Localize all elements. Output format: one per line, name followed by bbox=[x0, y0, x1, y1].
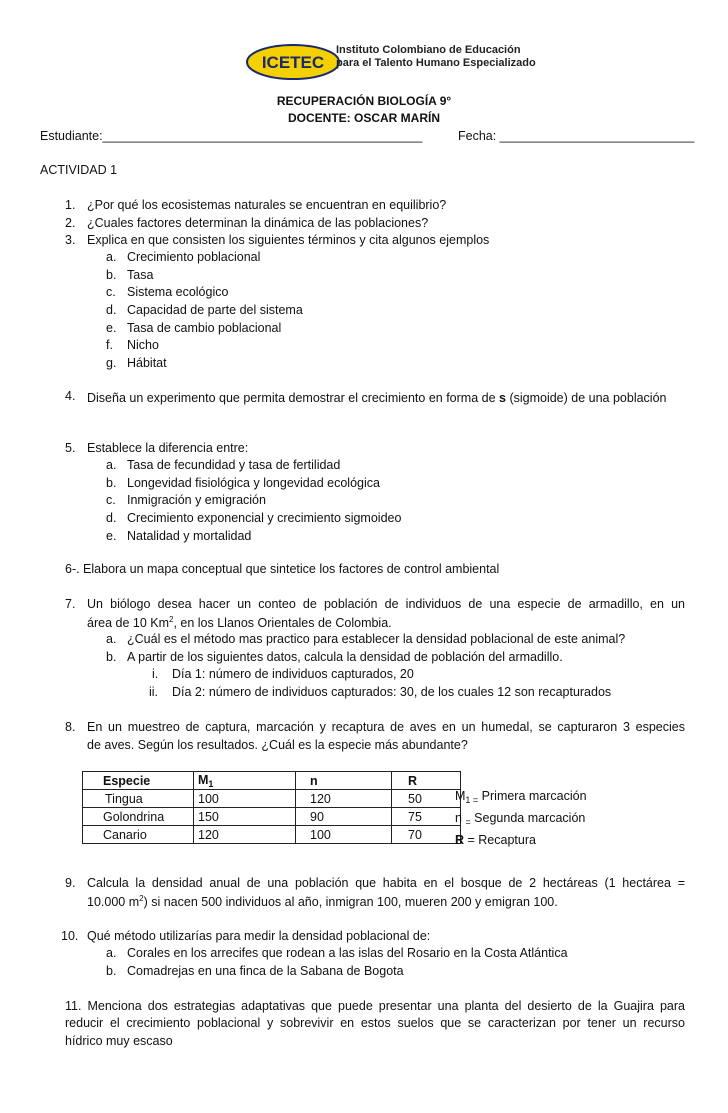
institute-line-2: para el Talento Humano Especializado bbox=[336, 56, 536, 69]
q7-text-line2: área de 10 Km$^2$, en los Llanos Orientales de Colombia. bbox=[87, 615, 392, 630]
q7-text-line1: Un biólogo desea hacer un conteo de población de individuos de una especie de armadillo, en un bbox=[87, 597, 685, 611]
q5-number: 5. bbox=[65, 441, 76, 455]
capture-table bbox=[82, 771, 461, 844]
header-m1: $M_1$ bbox=[194, 772, 296, 790]
list-item: a. Crecimiento poblacional bbox=[106, 250, 261, 264]
q7-subitem-i: i. Día 1: número de individuos capturados, 20 bbox=[152, 667, 414, 681]
q11-line2: reducir el crecimiento poblacional y sobrevivir en estos suelos que se caracterizan por tener un recurso bbox=[65, 1016, 685, 1030]
q2-number: 2. bbox=[65, 216, 76, 230]
date-field: Fecha: ____________________________ bbox=[458, 129, 695, 143]
list-item: a. Corales en los arrecifes que rodean a las islas del Rosario en la Costa Atlántica bbox=[106, 946, 568, 960]
header-r: R bbox=[392, 772, 461, 790]
q7-item-a: a. ¿Cuál es el método mas practico para establecer la densidad poblacional de este animal? bbox=[106, 632, 626, 646]
list-item: d. Crecimiento exponencial y crecimiento sigmoideo bbox=[106, 511, 402, 526]
list-item: e. Natalidad y mortalidad bbox=[106, 528, 252, 543]
list-item: c. Sistema ecológico bbox=[106, 285, 229, 300]
q9-text-line2: 10.000 $m^2$) si nacen 500 individuos al año, inmigran 100, mueren 200 y emigran 100. bbox=[87, 894, 558, 909]
q4-bold-s: s bbox=[499, 391, 506, 405]
list-item: g. Hábitat bbox=[106, 356, 167, 371]
activity-heading: ACTIVIDAD 1 bbox=[40, 163, 118, 177]
header-n: n bbox=[296, 772, 392, 790]
list-item: b. Tasa bbox=[106, 267, 154, 282]
q7-subitem-ii: ii. Día 2: número de individuos capturados: 30, de los cuales 12 son recapturados bbox=[149, 685, 612, 699]
q10-text: Qué método utilizarías para medir la densidad poblacional de: bbox=[87, 929, 431, 943]
logo-wordmark: ICETEC bbox=[261, 53, 325, 72]
q11-line3: hídrico muy escaso bbox=[65, 1034, 173, 1048]
table-row: Tingua 100 120 50 bbox=[83, 790, 461, 808]
list-item: a. Tasa de fecundidad y tasa de fertilidad bbox=[106, 458, 341, 472]
table-row: Canario 120 100 70 bbox=[83, 826, 461, 844]
legend-m1: $M_{1 =}$ Primera marcación bbox=[455, 789, 587, 805]
q3-list bbox=[106, 250, 303, 374]
institute-line-1: Instituto Colombiano de Educación bbox=[336, 44, 521, 56]
institute-name bbox=[336, 44, 536, 69]
q4-text: Diseña un experimento que permita demostrar el crecimiento en forma de s (sigmoide) de una población bbox=[87, 391, 667, 405]
q2-text: ¿Cuales factores determinan la dinámica de las poblaciones? bbox=[87, 216, 429, 230]
q3-number: 3. bbox=[65, 233, 76, 247]
q3-text: Explica en que consisten los siguientes términos y cita algunos ejemplos bbox=[87, 233, 490, 247]
q8-text-line1: En un muestreo de captura, marcación y recaptura de aves en un humedal, se capturaron 3 especies bbox=[87, 720, 685, 734]
list-item: e. Tasa de cambio poblacional bbox=[106, 320, 282, 335]
q5-list bbox=[106, 458, 401, 546]
q11-line1: 11. Menciona dos estrategias adaptativas que puede presentar una planta del desierto de la Guajira para bbox=[65, 999, 685, 1013]
student-field: Estudiante:______________________________________________ bbox=[40, 129, 423, 143]
q5-text: Establece la diferencia entre: bbox=[87, 441, 249, 455]
q7-item-b: b. A partir de los siguientes datos, calcula la densidad de población del armadillo. bbox=[106, 650, 563, 664]
teacher-name: DOCENTE: OSCAR MARÍN bbox=[288, 111, 440, 125]
q10-number: 10. bbox=[61, 929, 79, 943]
header-especie: Especie bbox=[83, 772, 194, 790]
q6-text: 6-. Elabora un mapa conceptual que sintetice los factores de control ambiental bbox=[65, 562, 500, 576]
q8-text-line2: de aves. Según los resultados. ¿Cuál es la especie más abundante? bbox=[87, 738, 468, 752]
list-item: c. Inmigración y emigración bbox=[106, 493, 266, 508]
q9-text-line1: Calcula la densidad anual de una población que habita en el bosque de 2 hectáreas (1 hectárea = bbox=[87, 876, 685, 890]
q1-number: 1. bbox=[65, 198, 76, 212]
legend-n: n $_=$ Segunda marcación bbox=[455, 811, 586, 827]
table-row: Golondrina 150 90 75 bbox=[83, 808, 461, 826]
q8-number: 8. bbox=[65, 720, 76, 734]
legend-r: R = Recaptura bbox=[455, 833, 536, 847]
page-title: RECUPERACIÓN BIOLOGÍA 9° bbox=[276, 94, 452, 108]
table-header-row bbox=[83, 772, 461, 790]
q4-number: 4. bbox=[65, 389, 76, 403]
q10-list bbox=[106, 946, 568, 981]
list-item: d. Capacidad de parte del sistema bbox=[106, 303, 303, 318]
q1-text: ¿Por qué los ecosistemas naturales se encuentran en equilibrio? bbox=[87, 198, 447, 212]
list-item: f. Nicho bbox=[106, 338, 159, 353]
list-item: b. Longevidad fisiológica y longevidad ecológica bbox=[106, 475, 380, 490]
q7-number: 7. bbox=[65, 597, 76, 611]
list-item: b. Comadrejas en una finca de la Sabana de Bogota bbox=[106, 963, 404, 978]
table-legend bbox=[455, 787, 587, 849]
q9-number: 9. bbox=[65, 876, 76, 890]
